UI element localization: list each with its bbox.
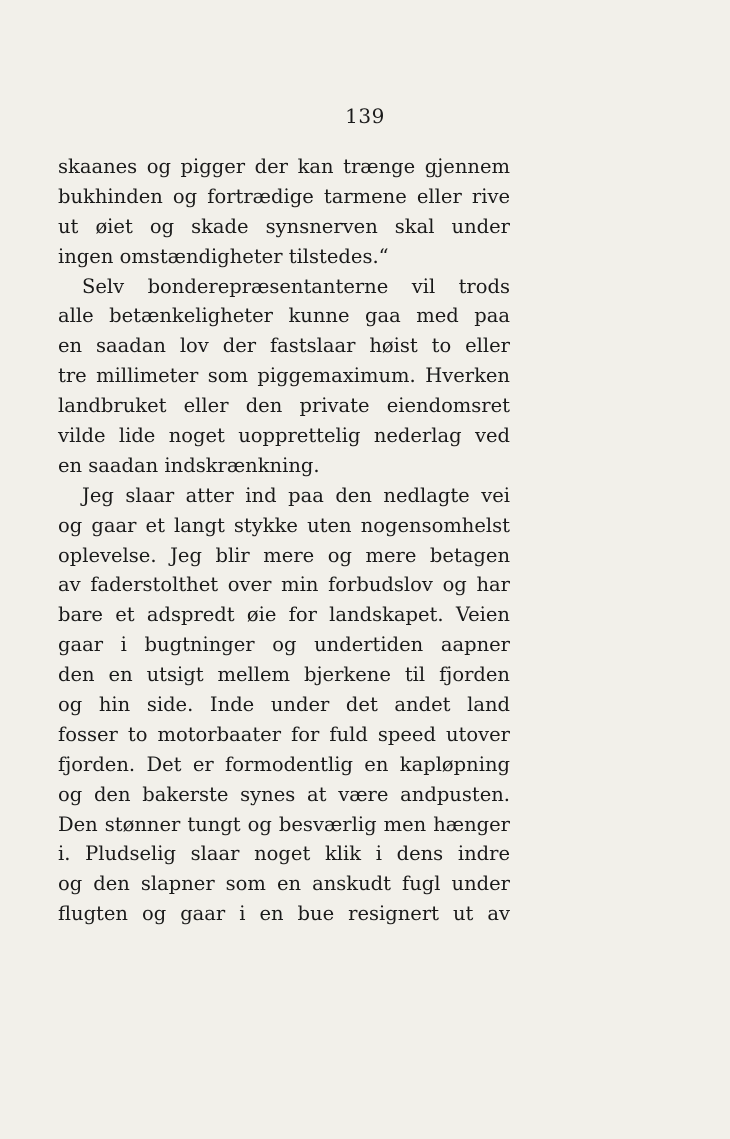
text-line: Den stønner tungt og besværlig men hænger: [58, 812, 510, 836]
body-text: [58, 152, 510, 929]
text-line: vilde lide noget uopprettelig nederlag ved: [58, 424, 510, 448]
text-line: og den slapner som en anskudt fugl under: [58, 872, 510, 896]
page-number: 139: [345, 104, 385, 128]
text-line: Selv bonderepræsentanterne vil trods: [82, 274, 510, 298]
text-line: ut øiet og skade synsnerven skal under: [58, 214, 510, 238]
text-line: flugten og gaar i en bue resignert ut av: [58, 902, 510, 926]
text-line: en saadan indskrænkning.: [58, 453, 320, 477]
text-line: av faderstolthet over min forbudslov og har: [58, 573, 510, 597]
text-line: og gaar et langt stykke uten nogensomhelst: [58, 513, 510, 537]
text-line: den en utsigt mellem bjerkene til fjorden: [58, 663, 510, 687]
text-line: oplevelse. Jeg blir mere og mere betagen: [58, 543, 510, 567]
text-line: og den bakerste synes at være andpusten.: [58, 782, 510, 806]
text-line: bare et adspredt øie for landskapet. Veien: [58, 603, 510, 627]
text-line: tre millimeter som piggemaximum. Hverken: [58, 364, 510, 388]
text-line: landbruket eller den private eiendomsret: [58, 394, 510, 418]
text-line: en saadan lov der fastslaar høist to eller: [58, 334, 510, 358]
text-line: bukhinden og fortrædige tarmene eller rive: [58, 184, 510, 208]
text-line: gaar i bugtninger og undertiden aapner: [58, 633, 510, 657]
text-line: fjorden. Det er formodentlig en kapløpning: [58, 752, 510, 776]
text-line: og hin side. Inde under det andet land: [58, 693, 510, 717]
text-line: Jeg slaar atter ind paa den nedlagte vei: [82, 483, 510, 507]
text-line: alle betænkeligheter kunne gaa med paa: [58, 304, 510, 328]
text-line: fosser to motorbaater for fuld speed utover: [58, 722, 510, 746]
text-line: ingen omstændigheter tilstedes.“: [58, 244, 389, 268]
text-line: i. Pludselig slaar noget klik i dens indre: [58, 842, 510, 866]
text-line: skaanes og pigger der kan trænge gjennem: [58, 155, 510, 178]
